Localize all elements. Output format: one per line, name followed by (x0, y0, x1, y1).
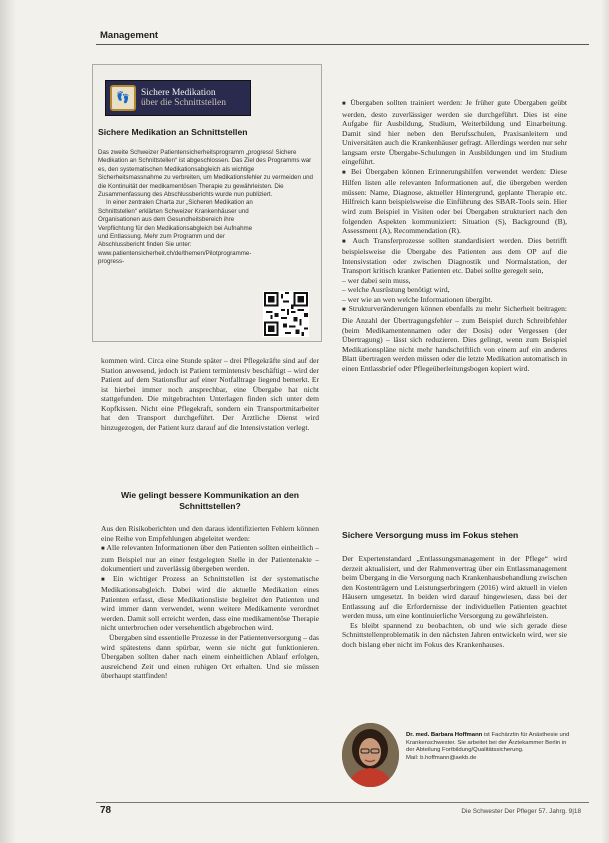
right-column-text (342, 554, 567, 649)
program-logo (105, 80, 251, 116)
info-box-title: Sichere Medikation an Schnittstellen (98, 127, 248, 137)
bullet-square-icon: ■ (342, 169, 351, 176)
author-photo-icon (342, 723, 399, 787)
qr-code-icon (264, 292, 308, 336)
left-column-text (101, 356, 319, 432)
page-gutter-shadow (0, 0, 16, 843)
logo-line2: über die Schnittstellen (141, 98, 226, 108)
bullet-square-icon: ■ (342, 238, 353, 245)
bullet-item: ■ Alle relevanten Informationen über den Patienten sollten einheitlich – zum Beispiel nur an einer festgelegten Stelle in der Patientenakte – dokumentiert und zuverlässig übergeben werden. (101, 543, 320, 574)
paragraph: Aus den Risikoberichten und den daraus identifizierten Fehlern können eine Reihe von Empfehlungen abgeleitet werden: (101, 524, 319, 543)
author-box (340, 723, 580, 791)
dash-item: – wer dabei sein muss, (342, 275, 411, 285)
page-number: 78 (100, 805, 112, 816)
info-box-paragraph: In einer zentralen Charta zur „Sicheren Medikation an Schnittstellen“ erklärten Schweizer Krankenhäuser und Organisationen aus dem Gesundheitsbereich ihre Verpflichtung für den Medikationsabgleich bei Aufnahme und Entlassung. Mehr zum Programm und der Abschlussbericht finden Sie unter: www.patientensicherheit.ch/de/themen/Pilotprogramme-progress- (98, 199, 253, 266)
dash-item: – welche Ausrüstung benötigt wird, (342, 285, 450, 295)
bullet-square-icon: ■ (342, 101, 351, 107)
subheading-care: Sichere Versorgung muss im Fokus stehen (342, 530, 519, 540)
right-column-text (342, 98, 567, 373)
bullet-item: ■ Übergaben sollten trainiert werden: Je früher gute Übergaben geübt werden, desto zuverlässiger werden sie durchgeführt. Dies ist eine Aufgabe für Ausbildung, Studium, Weiterbildung und Einarbeitung. Damit sind hier neben den Berufsschulen, Praxisanleitern und Universitäten auch die Krankenhäuser gefragt. Allerdings werden nur sehr langsam erste Übergabe-Schulungen in Ausbildungen und im Studium eingeführt. (342, 98, 568, 167)
bullet-square-icon: ■ (342, 307, 349, 314)
author-bio (406, 732, 576, 762)
header-rule (96, 44, 589, 45)
dash-item: – wer wie an wen welche Informationen übergibt. (342, 294, 493, 304)
paragraph: Übergaben sind essentielle Prozesse in der Patientenversorgung – das wird spätestens dann spürbar, wenn sie nicht gut funktionieren. Übergaben sollten daher nach einem einheitlichen Ablauf erfolgen, ausreichend Zeit und einen ruhigen Ort erhalten. Und sie müssen überhaupt stattfinden! (101, 633, 319, 681)
paragraph: Es bleibt spannend zu beobachten, ob und wie sich gerade diese Schnittstellenproblematik in den nächsten Jahren entwickeln wird, wer sie doch bislang eher nicht im Fokus des Krankenhauses. (342, 620, 567, 649)
paragraph: Der Expertenstandard „Entlassungsmanagement in der Pflege“ wird derzeit aktualisiert, und der Rahmenvertrag über ein Entlassmanagement beim Übergang in die Versorgung nach Krankenhausbehandlung zwischen den Kostenträgern und Leistungserbringern (2016) wird aktuell in vielen Häusern umgesetzt. In beiden wird darauf hingewiesen, dass bei der Entlassung auf die Erfordernisse der individuellen Patienten geachtet werden muss, um eine kontinuierliche Versorgung zu gewährleisten. (342, 554, 567, 621)
footprints-icon: 👣 (110, 85, 136, 111)
subheading-communication: Wie gelingt bessere Kommunikation an den Schnittstellen? (120, 490, 300, 511)
bullet-square-icon: ■ (101, 576, 113, 583)
qr-code[interactable] (263, 291, 309, 337)
page-edge-shadow (601, 0, 609, 843)
author-portrait (342, 723, 399, 787)
paragraph: kommen wird. Circa eine Stunde später – drei Pflegekräfte sind auf der Station anwesend, jedoch ist Patient termintensiv beschäftigt – wird der Patient auf dem Stationsflur auf einer Notfalltrage liegend bemerkt. Er ist hierbei immer noch ansprechbar, eine Übergabe hat nicht stattgefunden. Die mitgebrachten Unterlagen finden sich unter dem Kopfkissen. Nicht eine Pflegekraft, sondern ein Transportmitarbeiter hat den Transport durchgeführt. Der Ärztliche Dienst wird hinzugezogen, der Patient kurz darauf auf die Intensivstation verlegt. (101, 356, 319, 432)
bullet-item: ■ Bei Übergaben können Erinnerungshilfen verwendet werden: Diese Hilfen listen alle relevanten Informationen auf, die übergeben werden müssen: Name, Diagnose, aktueller Hintergrund, geplante Therapie etc. Hilfreich kann beispielsweise die Einführung des SBAR-Tools sein. Hier wird zum Beispiel in Visiten oder bei Übergaben strukturiert nach den folgenden Aspekten kommuniziert: Situation (S), Background (B), Assessment (A), Recommendation (R). (342, 166, 567, 236)
section-label: Management (100, 30, 159, 41)
info-box (92, 64, 322, 342)
journal-footer: Die Schwester Der Pfleger 57. Jahrg. 9|18 (461, 808, 581, 815)
bullet-item: ■ Auch Transferprozesse sollten standardisiert werden. Dies betrifft beispielsweise die Übergabe des Patienten aus dem OP auf die Intensivstation oder zwischen Diagnostik und Normalstation, der Transport kritisch kranker Patienten etc. Dabei sollte geregelt sein, (342, 235, 567, 276)
info-box-paragraph: Das zweite Schweizer Patientensicherheitsprogramm „progress! Sichere Medikation an Schnittstellen“ ist abgeschlossen. Das Ziel des Programms war es, den systematischen Medikationsabgleich als wichtige Sicherheitsmassnahme zu verbreiten, um Medikationsfehler zu vermeiden und die Kontinuität der medikamentösen Therapie zu gewährleisten. Die Zusammenfassung des Abschlussberichts wurde nun publiziert. (98, 149, 313, 199)
bullet-item: ■ Strukturveränderungen können ebenfalls zu mehr Sicherheit beitragen: Die Anzahl der Übertragungsfehler – zum Beispiel durch Schreibfehler (beim Medikamentennamen oder der Dosis) oder Vergessen (der Übertragung) – lässt sich reduzieren. Dies gelingt, wenn zum Beispiel Medikationspläne nicht mehr handschriftlich von einem auf ein anderes Blatt übertragen werden müssen oder die letzte Medikation automatisch in einen Entlassbrief oder Pflegeüberleitungsbogen kopiert wird. (342, 304, 567, 373)
author-name: Dr. med. Barbara Hoffmann (406, 732, 483, 738)
author-description: ist Fachärztin für Anästhesie und Krankenschwester. Sie arbeitet bei der Ärztekammer Berlin in der Abteilung Fortbildung/Qualitätssicherung. (406, 732, 570, 754)
bullet-item: ■ Ein wichtiger Prozess an Schnittstellen ist der systematische Medikationsabgleich. Dabei wird die aktuelle Medikation eines Patienten erfasst, diese Medikationsliste begleitet den Patienten und wird immer dann verwendet, wenn weitere Medikamente verordnet werden. Damit soll erreicht werden, dass eine medikamentöse Therapie nicht unterbrochen oder versehentlich abgebrochen wird. (101, 573, 320, 633)
author-mail[interactable]: Mail: b.hoffmann@aekb.de (406, 754, 477, 761)
info-box-body (98, 149, 314, 267)
left-column-text (101, 524, 319, 681)
bullet-square-icon: ■ (101, 546, 107, 553)
footer-rule (96, 802, 589, 803)
logo-line1: Sichere Medikation (141, 87, 216, 98)
